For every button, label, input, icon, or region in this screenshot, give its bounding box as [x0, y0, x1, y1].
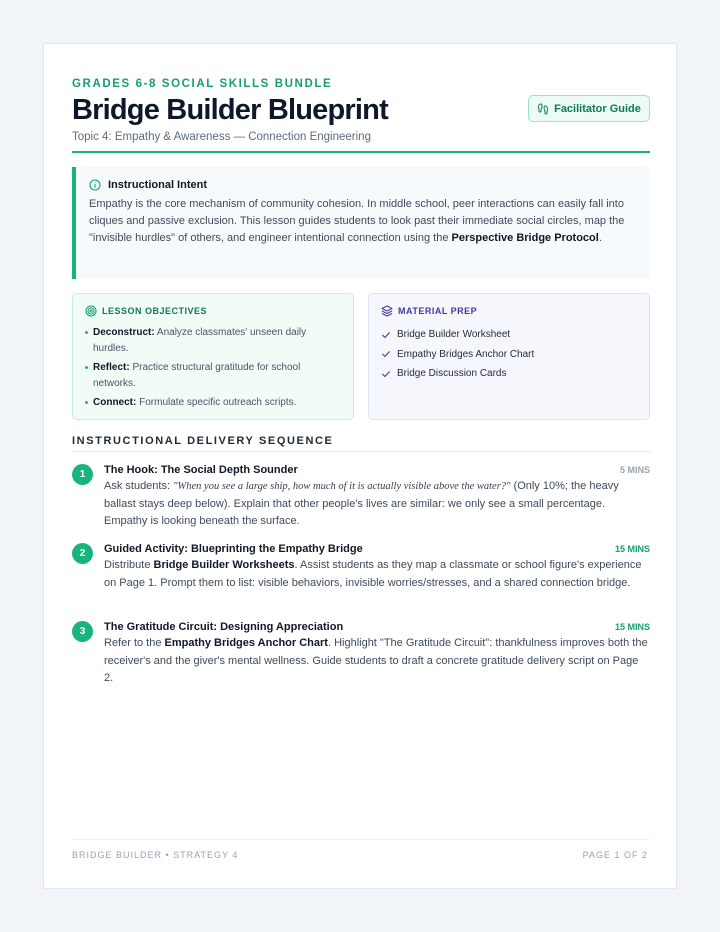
material-label: Empathy Bridges Anchor Chart	[397, 348, 535, 360]
objectives-list	[85, 325, 341, 411]
check-icon	[381, 349, 391, 359]
objective-item	[85, 325, 341, 356]
material-label: Bridge Discussion Cards	[397, 368, 507, 380]
intent-body: Empathy is the core mechanism of community cohesion. In middle school, peer interactions can easily fall into cliques and passive exclusion. This lesson guides students to look past their immediate social circles, map the "invisible hurdles" of others, and engineer intentional connection using the	[89, 198, 625, 244]
facilitator-guide-button[interactable]	[528, 95, 650, 122]
objective-text: Analyze classmates' unseen daily hurdles.	[93, 327, 307, 354]
check-icon	[381, 369, 391, 379]
step-text: Distribute	[104, 559, 154, 571]
materials-heading: MATERIAL PREP	[398, 306, 478, 316]
facilitator-guide-label: Facilitator Guide	[554, 102, 641, 115]
step-number-badge: 1	[72, 464, 93, 485]
material-item	[381, 345, 637, 365]
step-number-badge: 2	[72, 543, 93, 564]
intent-end: .	[598, 232, 602, 244]
layers-icon	[381, 305, 393, 317]
material-item	[381, 325, 637, 345]
objective-item	[85, 360, 341, 391]
step-description	[104, 478, 650, 531]
step-header	[104, 464, 650, 476]
intent-emphasis: Perspective Bridge Protocol	[451, 232, 599, 244]
step-title: The Hook: The Social Depth Sounder	[104, 464, 298, 476]
step-title: The Gratitude Circuit: Designing Appreciation	[104, 621, 344, 633]
step-quote: "When you see a large ship, how much of it is actually visible above the water?"	[173, 481, 511, 492]
objectives-heading-row	[85, 305, 341, 317]
step-number-badge: 3	[72, 621, 93, 642]
step-text: Ask students:	[104, 480, 174, 492]
material-prep-card	[368, 293, 650, 420]
objectives-heading: LESSON OBJECTIVES	[102, 306, 208, 316]
step-description	[104, 557, 650, 592]
footer-series-label: BRIDGE BUILDER • STRATEGY 4	[72, 850, 239, 860]
bundle-kicker: GRADES 6-8 SOCIAL SKILLS BUNDLE	[72, 78, 333, 90]
step-title: Guided Activity: Blueprinting the Empathy Bridge	[104, 543, 363, 555]
footer-divider	[72, 839, 650, 840]
step-text: . Highlight "The Gratitude Circuit": thankfulness improves both the receiver's and the giver's mental wellness. Guide students to draft a concrete gratitude delivery script on Page 2.	[104, 637, 648, 684]
step-duration: 15 MINS	[614, 544, 650, 554]
step-duration: 5 MINS	[619, 465, 650, 475]
step-description	[104, 635, 650, 688]
objective-item	[85, 395, 341, 411]
target-icon	[85, 305, 97, 317]
step-duration: 15 MINS	[614, 622, 650, 632]
objective-text: Practice structural gratitude for school networks.	[93, 362, 301, 389]
check-icon	[381, 330, 391, 340]
step-header	[104, 543, 650, 555]
material-item	[381, 364, 637, 384]
page-title: Bridge Builder Blueprint	[72, 94, 388, 126]
materials-heading-row	[381, 305, 637, 317]
footer-page-number: PAGE 1 OF 2	[582, 850, 648, 860]
intent-heading: Instructional Intent	[108, 179, 207, 191]
sequence-divider	[72, 451, 650, 452]
step-body	[104, 543, 650, 592]
header-divider	[72, 151, 650, 153]
step-body	[104, 621, 650, 688]
objective-label: Deconstruct:	[93, 327, 155, 338]
objective-label: Reflect:	[93, 362, 130, 373]
sequence-heading: INSTRUCTIONAL DELIVERY SEQUENCE	[72, 435, 334, 447]
material-label: Bridge Builder Worksheet	[397, 329, 511, 341]
page-subtitle: Topic 4: Empathy & Awareness — Connection Engineering	[72, 131, 371, 143]
lesson-page	[43, 43, 677, 889]
objective-text: Formulate specific outreach scripts.	[139, 397, 297, 408]
step-body	[104, 464, 650, 531]
step-text: . Assist students as they map a classmate or school figure's experience on Page 1. Prompt them to list: visible behaviors, invisible worries/stresses, and a shared connection bridge.	[104, 559, 642, 589]
intent-heading-row	[89, 179, 634, 191]
intent-text	[89, 196, 634, 247]
step-text: Refer to the	[104, 637, 165, 649]
footprints-icon	[537, 103, 549, 115]
step-emphasis: Empathy Bridges Anchor Chart	[164, 637, 328, 649]
instructional-intent-callout	[72, 167, 650, 279]
step-emphasis: Bridge Builder Worksheets	[153, 559, 295, 571]
materials-list	[381, 325, 637, 384]
step-header	[104, 621, 650, 633]
info-icon	[89, 179, 101, 191]
lesson-objectives-card	[72, 293, 354, 420]
step-text: (Only 10%; the heavy ballast stays deep below). Explain that other people's lives are similar: we only see a small percentage. Empathy is looking beneath the surface.	[104, 480, 619, 527]
objective-label: Connect:	[93, 397, 137, 408]
